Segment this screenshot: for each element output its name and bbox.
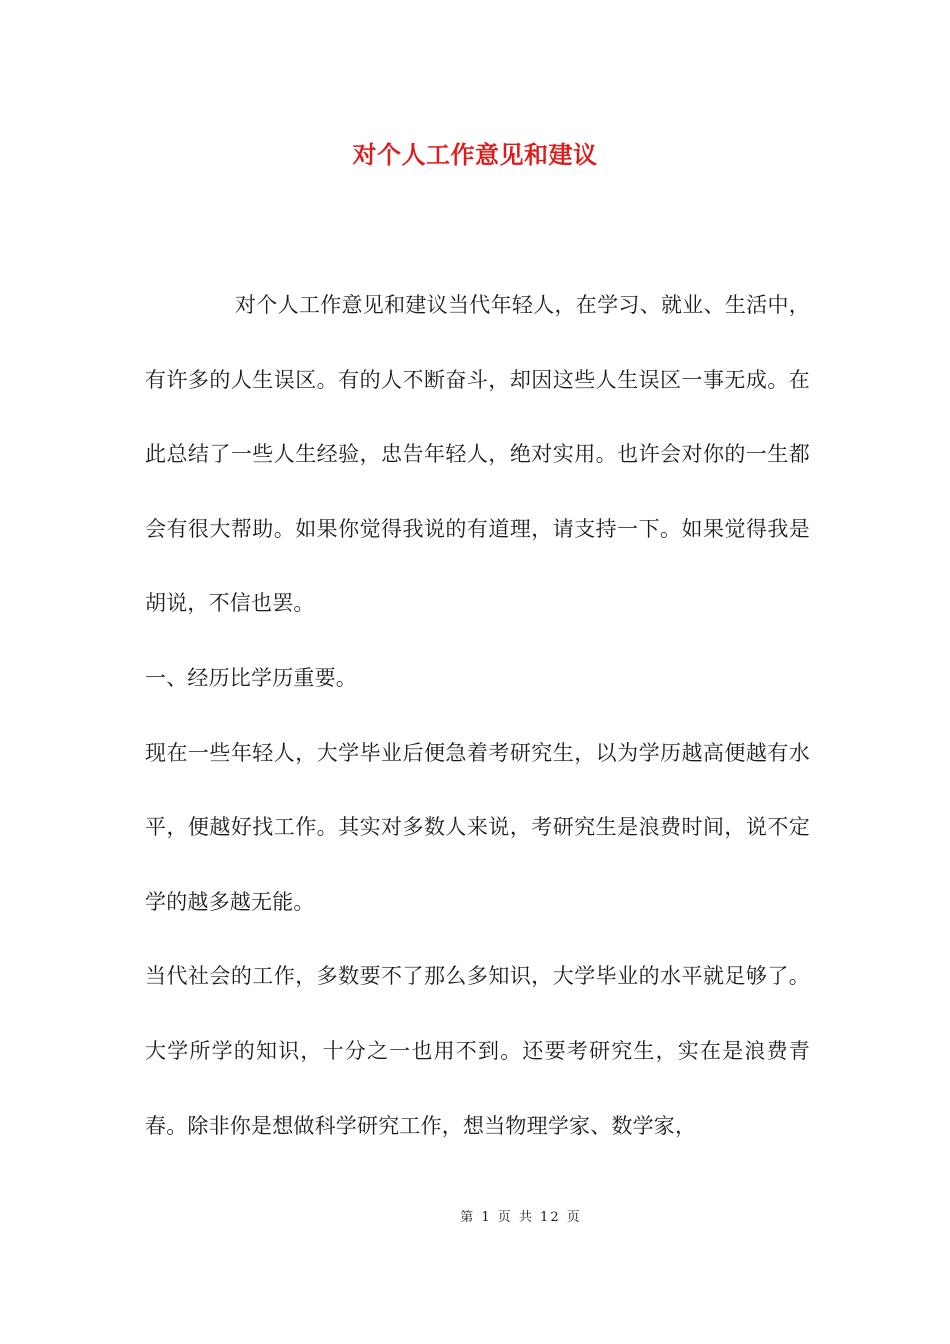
paragraph-graduate-study: 现在一些年轻人，大学毕业后便急着考研究生，以为学历越高便越有水平，便越好找工作。其实对多数人来说，考研究生是浪费时间，说不定学的越多越无能。: [145, 740, 810, 914]
document-title: 对个人工作意见和建议: [352, 140, 598, 169]
page-number-footer: [0, 1208, 950, 1228]
paragraph-society-work: 当代社会的工作，多数要不了那么多知识，大学毕业的水平就足够了。大学所学的知识，十分之一也用不到。还要考研究生，实在是浪费青春。除非你是想做科学研究工作，想当物理学家、数学家，: [145, 964, 810, 1138]
page-number-label: 第 1 页 共 12 页: [460, 1210, 582, 1225]
paragraph-intro: 对个人工作意见和建议当代年轻人，在学习、就业、生活中，有许多的人生误区。有的人不断奋斗，却因这些人生误区一事无成。在此总结了一些人生经验，忠告年轻人，绝对实用。也许会对你的一生都会有很大帮助。如果你觉得我说的有道理，请支持一下。如果觉得我是胡说，不信也罢。: [145, 293, 810, 616]
paragraph-heading-one: 一、经历比学历重要。: [145, 665, 357, 690]
document-body: [145, 268, 810, 1163]
